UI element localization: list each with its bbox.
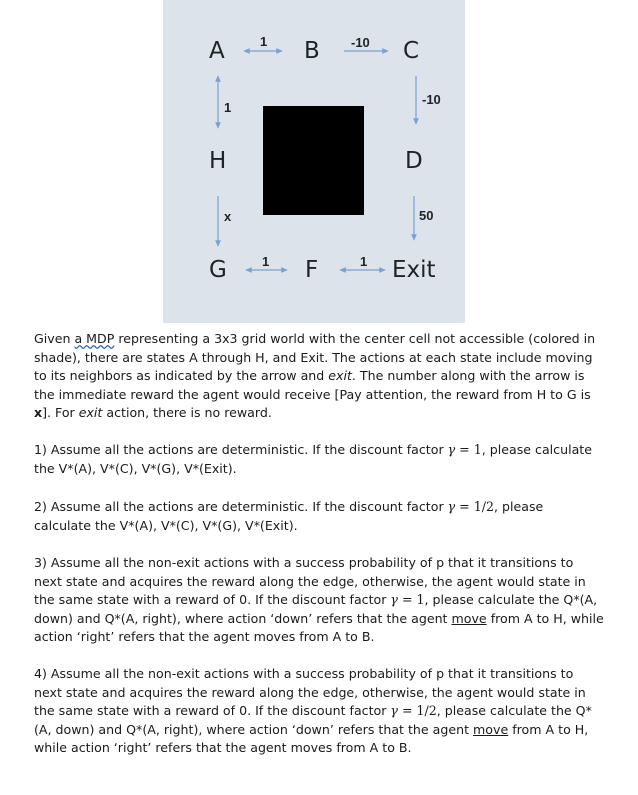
question-3: 3) Assume all the non-exit actions with a success probability of p that it transitions to next state and acquires the reward along the edge, otherwise, the agent would state in the same state with a reward of 0. If the discount factor γ = 1, please calculate the Q*(A, down) and Q*(A, right), where action ‘down’ refers that the agent move from A to H, while action ‘right’ refers that the agent moves from A to B.	[34, 555, 604, 645]
reward-c-d: -10	[422, 92, 441, 107]
state-d: D	[405, 148, 423, 174]
mdp-term: a MDP	[74, 331, 115, 346]
reward-h-g: x	[224, 209, 232, 224]
reward-f-exit: 1	[360, 254, 368, 269]
question-1: 1) Assume all the actions are deterministic. If the discount factor γ = 1, please calculate the V*(A), V*(C), V*(G), V*(Exit).	[34, 442, 592, 476]
state-exit: Exit	[392, 257, 436, 283]
reward-b-c: -10	[351, 35, 370, 50]
intro-paragraph: Given a MDP representing a 3x3 grid world with the center cell not accessible (colored in shade), there are states A through H, and Exit. The actions at each state include moving to its neighbors as indicated by the arrow and exit. The number along with the arrow is the immediate reward the agent would receive [Pay attention, the reward from H to G is x]. For exit action, there is no reward.	[34, 331, 596, 421]
reward-a-b: 1	[260, 34, 268, 49]
question-2: 2) Assume all the actions are deterministic. If the discount factor γ = 1/2, please calculate the V*(A), V*(C), V*(G), V*(Exit).	[34, 499, 544, 533]
reward-d-exit: 50	[419, 208, 434, 223]
state-b: B	[304, 38, 320, 64]
question-4: 4) Assume all the non-exit actions with a success probability of p that it transitions to next state and acquires the reward along the edge, otherwise, the agent would state in the same state with a reward of 0. If the discount factor γ = 1/2, please calculate the Q*(A, down) and Q*(A, right), where action ‘down’ refers that the agent move from A to H, while action ‘right’ refers that the agent moves from A to B.	[34, 666, 592, 756]
state-h: H	[209, 148, 227, 174]
state-f: F	[305, 257, 319, 283]
reward-a-h: 1	[224, 100, 232, 115]
reward-g-f: 1	[262, 254, 270, 269]
state-c: C	[403, 38, 420, 64]
state-g: G	[209, 257, 227, 283]
state-a: A	[209, 38, 225, 64]
